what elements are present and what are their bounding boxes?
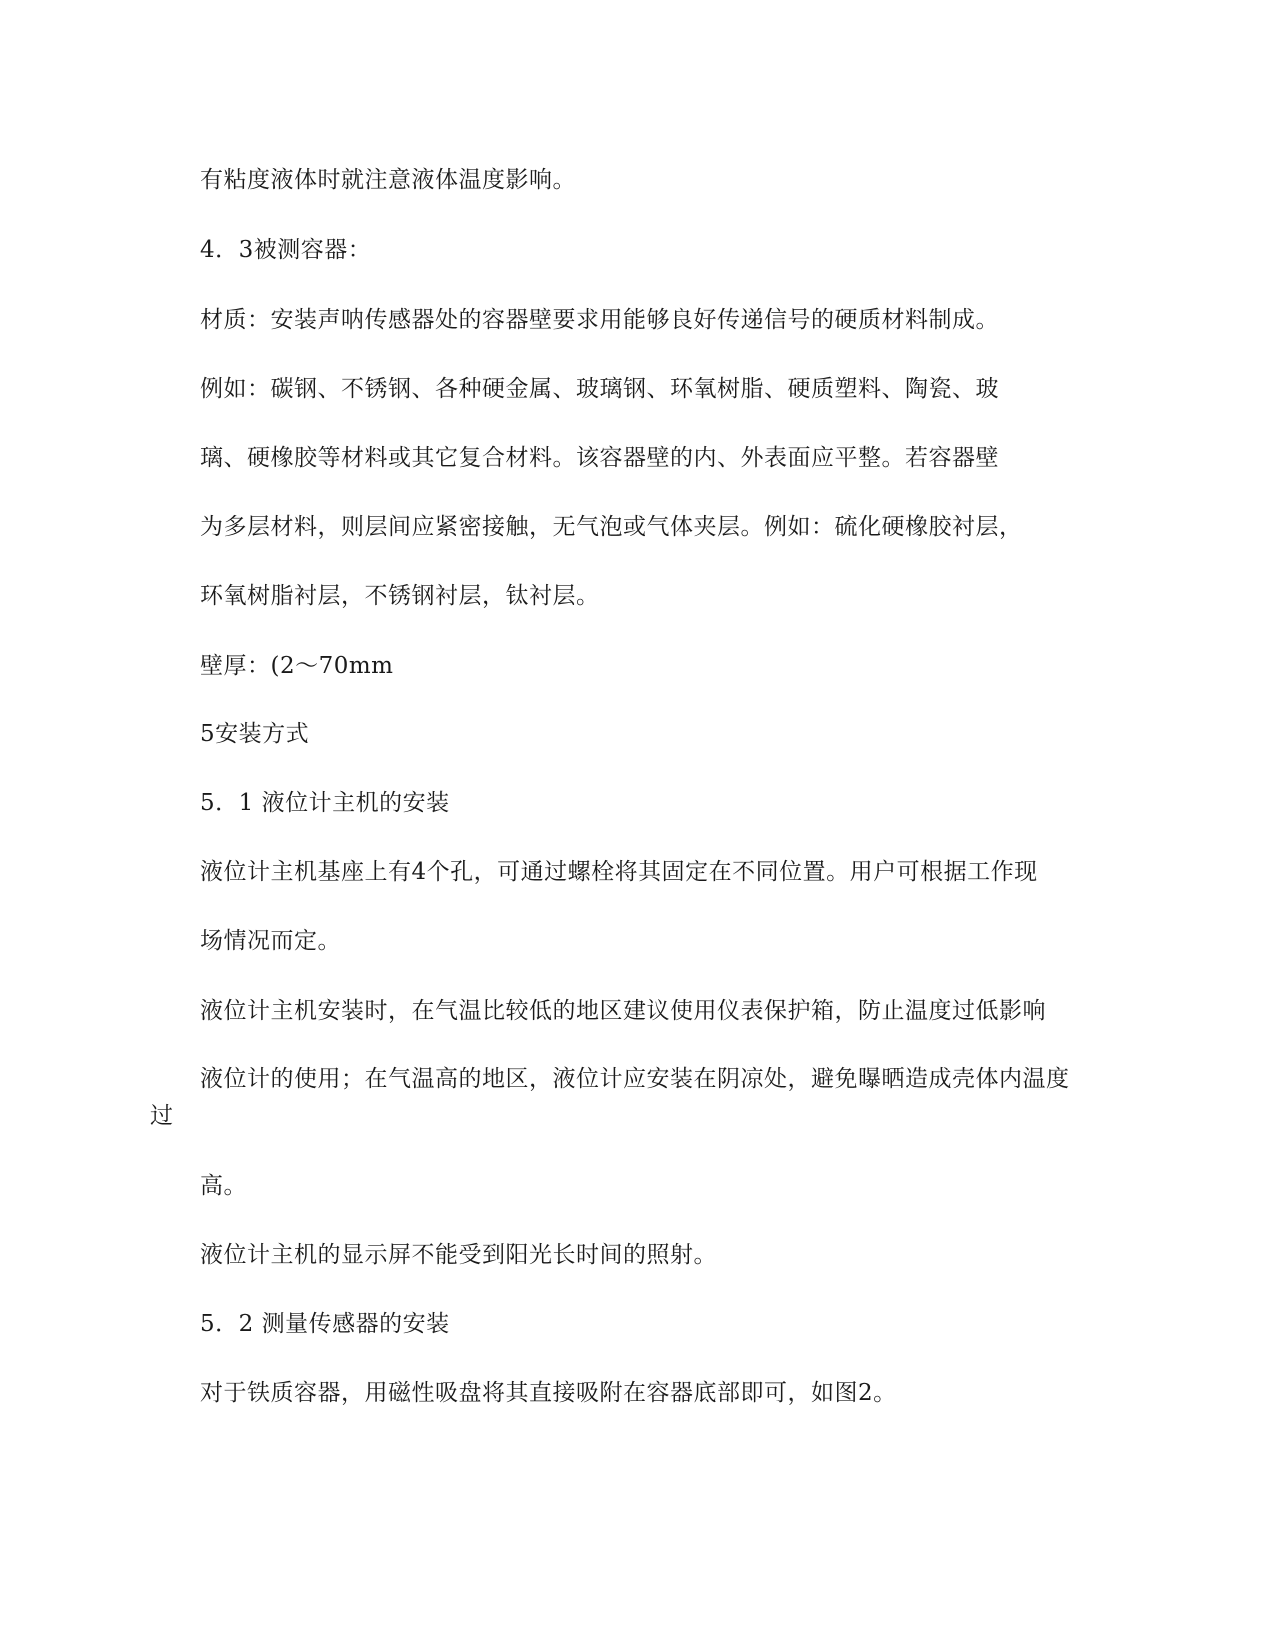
section-heading: 5．2 测量传感器的安装 [200,1311,450,1337]
text-line: 液位计主机安装时，在气温比较低的地区建议使用仪表保护箱，防止温度过低影响 [200,998,1046,1024]
text-line: 璃、硬橡胶等材料或其它复合材料。该容器壁的内、外表面应平整。若容器壁 [200,445,999,471]
text-line: 为多层材料，则层间应紧密接触，无气泡或气体夹层。例如：硫化硬橡胶衬层， [200,514,1023,540]
text-line: 材质：安装声呐传感器处的容器壁要求用能够良好传递信号的硬质材料制成。 [200,307,999,333]
text-line: 场情况而定。 [200,928,341,954]
text-line: 有粘度液体时就注意液体温度影响。 [200,167,576,193]
text-line: 壁厚：(2～70mm [200,653,394,679]
text-line: 例如：碳钢、不锈钢、各种硬金属、玻璃钢、环氧树脂、硬质塑料、陶瓷、玻 [200,376,999,402]
text-line: 过 [150,1103,174,1129]
text-line: 对于铁质容器，用磁性吸盘将其直接吸附在容器底部即可，如图2。 [200,1380,897,1406]
text-line: 环氧树脂衬层，不锈钢衬层，钛衬层。 [200,583,600,609]
text-line: 液位计主机基座上有4个孔，可通过螺栓将其固定在不同位置。用户可根据工作现 [200,859,1038,885]
text-line: 高。 [200,1173,247,1199]
text-line: 液位计主机的显示屏不能受到阳光长时间的照射。 [200,1242,717,1268]
section-heading: 5安装方式 [200,721,310,747]
section-heading: 4．3被测容器： [200,237,372,263]
text-line: 液位计的使用；在气温高的地区，液位计应安装在阴凉处，避免曝晒造成壳体内温度 [200,1066,1070,1092]
section-heading: 5．1 液位计主机的安装 [200,790,450,816]
